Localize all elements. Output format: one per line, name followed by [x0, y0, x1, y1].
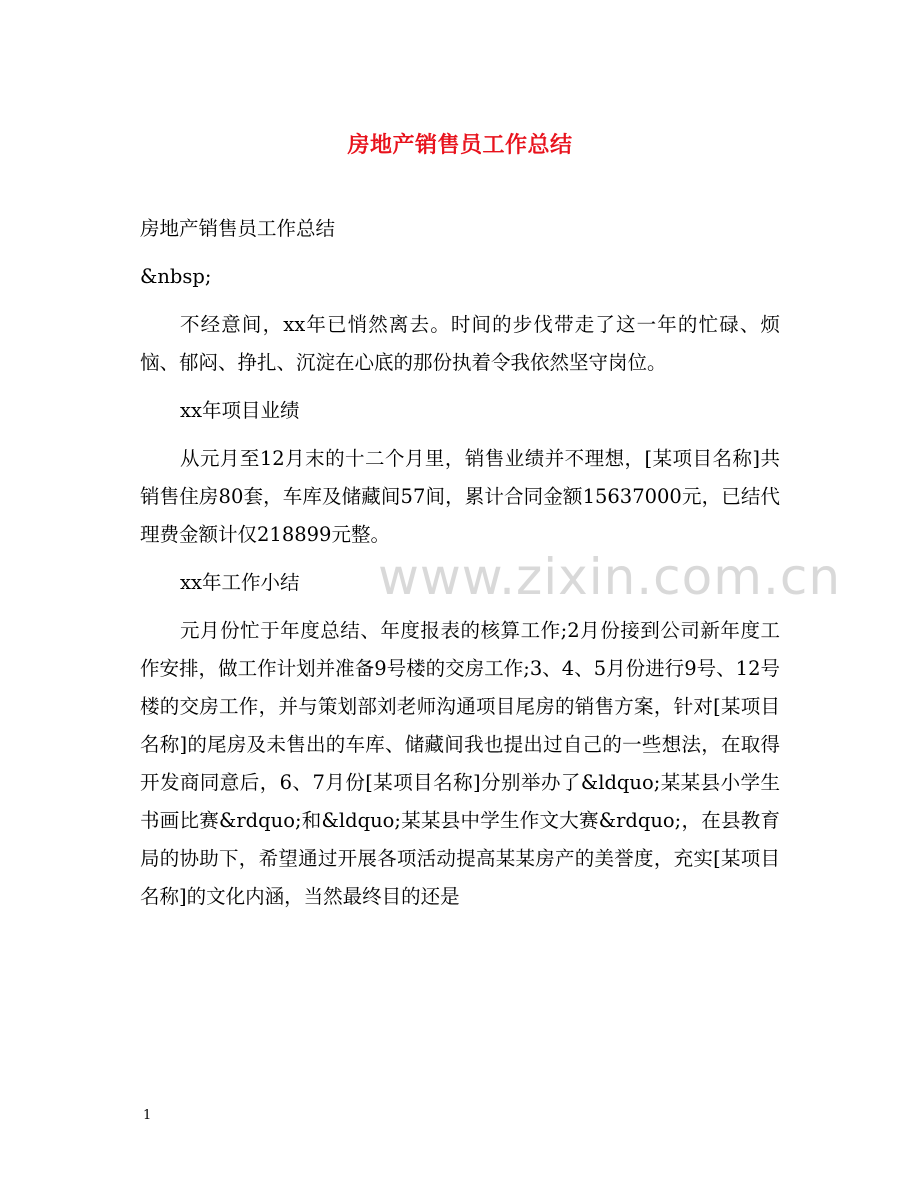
section-heading-performance: xx年项目业绩	[180, 399, 300, 422]
section-heading-summary: xx年工作小结	[180, 571, 300, 594]
paragraph-intro: 不经意间，xx年已悄然离去。时间的步伐带走了这一年的忙碌、烦恼、郁闷、挣扎、沉淀在心底的那份执着令我依然坚守岗位。	[140, 313, 780, 374]
paragraph-summary: 元月份忙于年度总结、年度报表的核算工作;2月份接到公司新年度工作安排，做工作计划并准备9号楼的交房工作;3、4、5月份进行9号、12号楼的交房工作，并与策划部刘老师沟通项目尾房的销售方案，针对[某项目名称]的尾房及未售出的车库、储藏间我也提出过自己的一些想法，在取得开发商同意后，6、7月份[某项目名称]分别举办了&ldquo;某某县小学生书画比赛&rdquo;和&ldquo;某某县中学生作文大赛&rdquo;，在县教育局的协助下，希望通过开展各项活动提高某某房产的美誉度，充实[某项目名称]的文化内涵，当然最终目的还是	[140, 619, 780, 908]
document-title: 房地产销售员工作总结	[347, 132, 573, 158]
page-number: 1	[143, 1108, 152, 1123]
paragraph-nbsp: &nbsp;	[140, 265, 212, 288]
paragraph-heading: 房地产销售员工作总结	[140, 217, 336, 240]
paragraph-performance: 从元月至12月末的十二个月里，销售业绩并不理想，[某项目名称]共销售住房80套，车库及储藏间57间，累计合同金额15637000元，已结代理费金额计仅218899元整。	[140, 447, 780, 546]
watermark: www.zixin.com.cn	[378, 548, 842, 606]
